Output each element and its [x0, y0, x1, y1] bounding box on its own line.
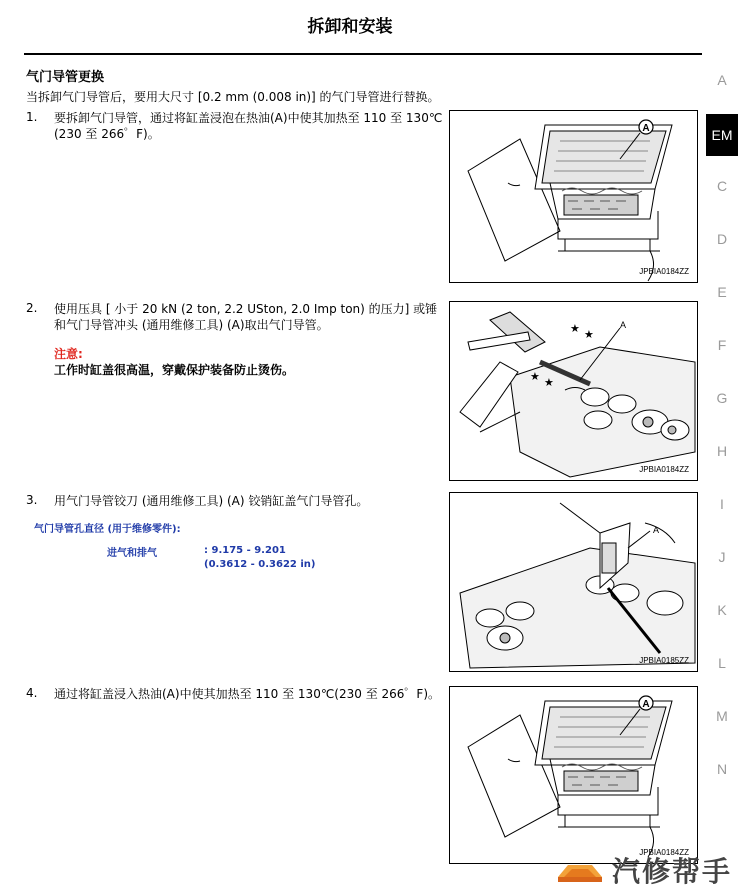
step-3-number: 3. — [26, 493, 38, 507]
tab-k[interactable]: K — [717, 602, 727, 618]
figure-2-code: JPBIA0184ZZ — [639, 465, 689, 474]
tab-a[interactable]: A — [717, 72, 727, 88]
tab-l[interactable]: L — [718, 655, 726, 671]
figure-3-callout: A — [653, 525, 660, 535]
caution-label: 注意: — [54, 347, 83, 361]
figure-guide-removal — [449, 301, 698, 481]
figure-4-code: JPBIA0184ZZ — [639, 848, 689, 857]
figure-3-code: JPBIA0185ZZ — [639, 656, 689, 665]
tab-d[interactable]: D — [716, 231, 728, 247]
star-mark: ★ — [530, 370, 540, 383]
oil-bath-illustration — [450, 111, 699, 284]
hammer-punch-illustration — [450, 302, 699, 482]
step-2-number: 2. — [26, 301, 38, 315]
tab-em[interactable]: EM — [706, 114, 738, 156]
figure-oil-bath-1 — [449, 110, 698, 283]
star-mark: ★ — [570, 322, 580, 335]
tab-i[interactable]: I — [720, 496, 724, 512]
step-4-text: 通过将缸盖浸入热油(A)中使其加热至 110 至 130℃(230 至 266゜F)。 — [54, 687, 441, 701]
section-heading: 气门导管更换 — [26, 70, 105, 85]
reamer-illustration — [450, 493, 699, 673]
tab-n[interactable]: N — [716, 761, 728, 777]
oil-bath-illustration — [450, 687, 699, 865]
step-1-text: 要拆卸气门导管，通过将缸盖浸泡在热油(A)中使其加热至 110 至 130℃ (230 至 266゜F)。 — [54, 111, 443, 141]
title-rule — [24, 53, 702, 55]
tab-e[interactable]: E — [717, 284, 727, 300]
figure-1-callout: A — [642, 123, 650, 134]
star-mark: ★ — [544, 376, 554, 389]
watermark — [554, 850, 732, 890]
spec-value-mm: : 9.175 - 9.201 — [204, 545, 286, 556]
step-1-number: 1. — [26, 110, 38, 124]
figure-reamer — [449, 492, 698, 672]
page-title: 拆卸和安装 — [307, 17, 393, 37]
car-logo-icon — [554, 855, 606, 885]
spec-value-in: (0.3612 - 0.3622 in) — [204, 559, 316, 570]
star-mark: ★ — [584, 328, 594, 341]
figure-2-callout: A — [620, 320, 627, 330]
tab-j[interactable]: J — [718, 549, 726, 565]
tab-c[interactable]: C — [716, 178, 728, 194]
figure-1-code: JPBIA0184ZZ — [639, 267, 689, 276]
spec-label: 气门导管孔直径 (用于维修零件): — [34, 524, 181, 535]
figure-4-callout: A — [642, 699, 650, 710]
step-4-number: 4. — [26, 686, 38, 700]
tab-g[interactable]: G — [716, 390, 728, 406]
step-2-text: 使用压具 [ 小于 20 kN (2 ton, 2.2 USton, 2.0 Imp ton) 的压力] 或锤和气门导管冲头 (通用维修工具) (A)取出气门导管。 — [54, 302, 438, 332]
tab-m[interactable]: M — [716, 708, 728, 724]
spec-value — [204, 544, 315, 572]
watermark-text: 汽修帮手 — [611, 855, 732, 888]
spec-name: 进气和排气 — [107, 548, 157, 559]
figure-oil-bath-2 — [449, 686, 698, 864]
tab-h[interactable]: H — [716, 443, 728, 459]
caution-text: 工作时缸盖很高温，穿戴保护装备防止烫伤。 — [54, 363, 295, 377]
tab-f[interactable]: F — [717, 337, 727, 353]
intro-text: 当拆卸气门导管后，要用大尺寸 [0.2 mm (0.008 in)] 的气门导管进行替换。 — [26, 90, 440, 104]
step-3-text: 用气门导管铰刀 (通用维修工具) (A) 铰销缸盖气门导管孔。 — [54, 494, 369, 508]
